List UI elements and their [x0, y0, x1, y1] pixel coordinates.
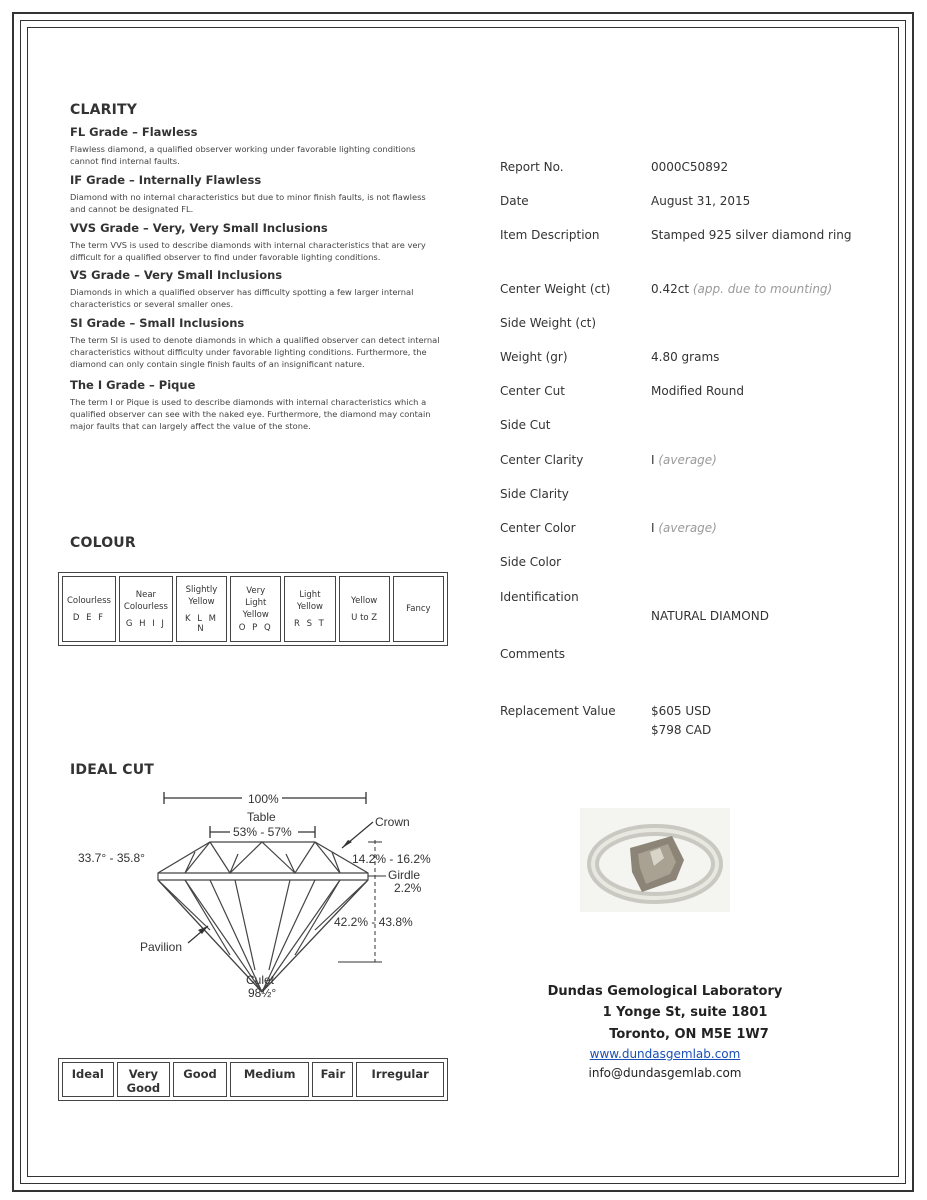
colour-grade: G H I J — [125, 619, 166, 629]
colour-name: Yellow — [296, 602, 323, 612]
center-color-value-row — [651, 521, 717, 535]
crown-height-label: 14.2% - 16.2% — [352, 852, 431, 866]
ideal-cut-title: IDEAL CUT — [70, 762, 155, 778]
i-grade-text: The term I or Pique is used to describe diamonds with internal characteristics which a qualified observer can see with the naked eye. Furthermore, the diamond may contain major faults that can largely affect the value of the stone. — [70, 397, 431, 431]
report-no-value: 0000C50892 — [651, 160, 729, 174]
center-color-label: Center Color — [500, 521, 576, 535]
colour-cell-near-colourless — [119, 576, 173, 642]
center-cut-value: Modified Round — [651, 384, 744, 398]
i-grade-heading: The I Grade – Pique — [70, 378, 196, 392]
center-color-note: (average) — [658, 521, 717, 535]
report-no-label: Report No. — [500, 160, 564, 174]
table-label: Table — [247, 810, 276, 824]
lab-address-line2: Toronto, ON M5E 1W7 — [609, 1027, 769, 1042]
colour-name: Fancy — [406, 604, 431, 614]
center-clarity-value: I — [651, 453, 655, 467]
lab-email[interactable]: info@dundasgemlab.com — [588, 1066, 742, 1080]
culet-label: Culet — [246, 973, 275, 987]
cut-grade-medium — [230, 1062, 310, 1097]
if-grade-heading: IF Grade – Internally Flawless — [70, 173, 262, 187]
side-weight-label: Side Weight (ct) — [500, 316, 597, 330]
colour-name: Light — [245, 598, 267, 608]
colour-cell-colourless — [62, 576, 116, 642]
identification-label: Identification — [500, 590, 579, 604]
vs-grade-text: Diamonds in which a qualified observer has difficulty spotting a few larger internal characteristics or several smaller ones. — [70, 287, 414, 309]
lab-address-line1: 1 Yonge St, suite 1801 — [602, 1005, 768, 1020]
date-value: August 31, 2015 — [651, 194, 751, 208]
lab-website-link[interactable]: www.dundasgemlab.com — [589, 1047, 741, 1061]
cut-grade-table — [58, 1058, 448, 1101]
identification-value: NATURAL DIAMOND — [651, 609, 769, 623]
colour-cell-slightly-yellow — [176, 576, 227, 642]
side-clarity-label: Side Clarity — [500, 487, 569, 501]
comments-label: Comments — [500, 647, 566, 661]
crown-angle-label: 33.7° - 35.8° — [78, 851, 145, 865]
vs-grade-heading: VS Grade – Very Small Inclusions — [70, 268, 283, 282]
center-weight-value-row — [651, 282, 832, 296]
colour-grade: D E F — [72, 613, 106, 623]
colour-name: Yellow — [188, 597, 215, 607]
side-cut-label: Side Cut — [500, 418, 551, 432]
vvs-grade-heading: VVS Grade – Very, Very Small Inclusions — [70, 221, 328, 235]
center-color-value: I — [651, 521, 655, 535]
weight-label: Weight (gr) — [500, 350, 568, 364]
colour-name: Colourless — [66, 596, 111, 606]
center-clarity-note: (average) — [658, 453, 717, 467]
diamond-proportions-diagram — [70, 780, 450, 1000]
cut-grade-label: Irregular — [371, 1067, 429, 1081]
cut-grade-label: Very — [128, 1067, 158, 1081]
colour-name: Yellow — [242, 610, 269, 620]
colour-cell-light-yellow — [284, 576, 335, 642]
colour-grade: O P Q — [238, 623, 273, 633]
fl-grade-text: Flawless diamond, a qualified observer working under favorable lighting conditions cannot find internal faults. — [70, 144, 416, 166]
si-grade-text: The term SI is used to denote diamonds in which a qualified observer can detect internal characteristics without difficulty under favorable lighting conditions. Furthermore, the diamond can only contain single finish faults of an insignificant nature. — [70, 335, 440, 369]
crown-label: Crown — [375, 815, 410, 829]
cut-grade-label: Fair — [320, 1067, 346, 1081]
colour-name: Very — [246, 586, 266, 596]
center-clarity-value-row — [651, 453, 717, 467]
replacement-cad-value: $798 CAD — [651, 723, 712, 737]
cut-grade-irregular — [356, 1062, 444, 1097]
cut-grade-very-good — [117, 1062, 171, 1097]
colour-name: Near — [135, 590, 157, 600]
center-weight-value: 0.42ct — [651, 282, 690, 296]
item-description-value: Stamped 925 silver diamond ring — [651, 228, 852, 242]
colour-name: Yellow — [351, 596, 378, 606]
colour-grade: K L M N — [184, 614, 219, 634]
colour-title: COLOUR — [70, 535, 136, 551]
cut-grade-ideal — [62, 1062, 114, 1097]
cut-grade-label: Good — [183, 1067, 217, 1081]
width-label: 100% — [248, 792, 279, 806]
pavilion-depth-label: 42.2% - 43.8% — [334, 915, 413, 929]
colour-name: Colourless — [123, 602, 168, 612]
replacement-value-label: Replacement Value — [500, 704, 616, 718]
clarity-title: CLARITY — [70, 102, 138, 118]
si-grade-heading: SI Grade – Small Inclusions — [70, 316, 245, 330]
colour-cell-very-light-yellow — [230, 576, 281, 642]
cut-grade-fair — [312, 1062, 353, 1097]
center-weight-label: Center Weight (ct) — [500, 282, 611, 296]
vvs-grade-text: The term VVS is used to describe diamonds with internal characteristics that are very difficult for a qualified observer to find under favorable lighting conditions. — [70, 240, 426, 262]
colour-cell-fancy — [393, 576, 444, 642]
colour-scale-table — [58, 572, 448, 646]
center-cut-label: Center Cut — [500, 384, 565, 398]
culet-angle-label: 98½° — [248, 986, 277, 1000]
girdle-label: Girdle — [388, 868, 421, 882]
colour-cell-yellow — [339, 576, 390, 642]
colour-grade: R S T — [293, 619, 326, 629]
table-pct-label: 53% - 57% — [233, 825, 292, 839]
colour-name: Slightly — [185, 585, 218, 595]
date-label: Date — [500, 194, 529, 208]
center-clarity-label: Center Clarity — [500, 453, 584, 467]
cut-grade-label: Ideal — [71, 1067, 104, 1081]
cut-grade-good — [173, 1062, 227, 1097]
fl-grade-heading: FL Grade – Flawless — [70, 125, 198, 139]
cut-grade-label: Medium — [243, 1067, 296, 1081]
item-description-label: Item Description — [500, 228, 600, 242]
side-color-label: Side Color — [500, 555, 562, 569]
girdle-pct-label: 2.2% — [394, 881, 422, 895]
lab-name: Dundas Gemological Laboratory — [547, 984, 783, 999]
if-grade-text: Diamond with no internal characteristics but due to minor finish faults, is not flawless and cannot be designated FL. — [70, 192, 426, 214]
weight-value: 4.80 grams — [651, 350, 720, 364]
lab-website-row — [480, 1047, 850, 1061]
ring-photo — [580, 808, 730, 912]
replacement-usd-value: $605 USD — [651, 704, 711, 718]
pavilion-label: Pavilion — [140, 940, 183, 954]
colour-name: Light — [299, 590, 321, 600]
colour-grade: U to Z — [351, 613, 378, 623]
cut-grade-label: Good — [126, 1081, 161, 1095]
center-weight-note: (app. due to mounting) — [692, 282, 833, 296]
